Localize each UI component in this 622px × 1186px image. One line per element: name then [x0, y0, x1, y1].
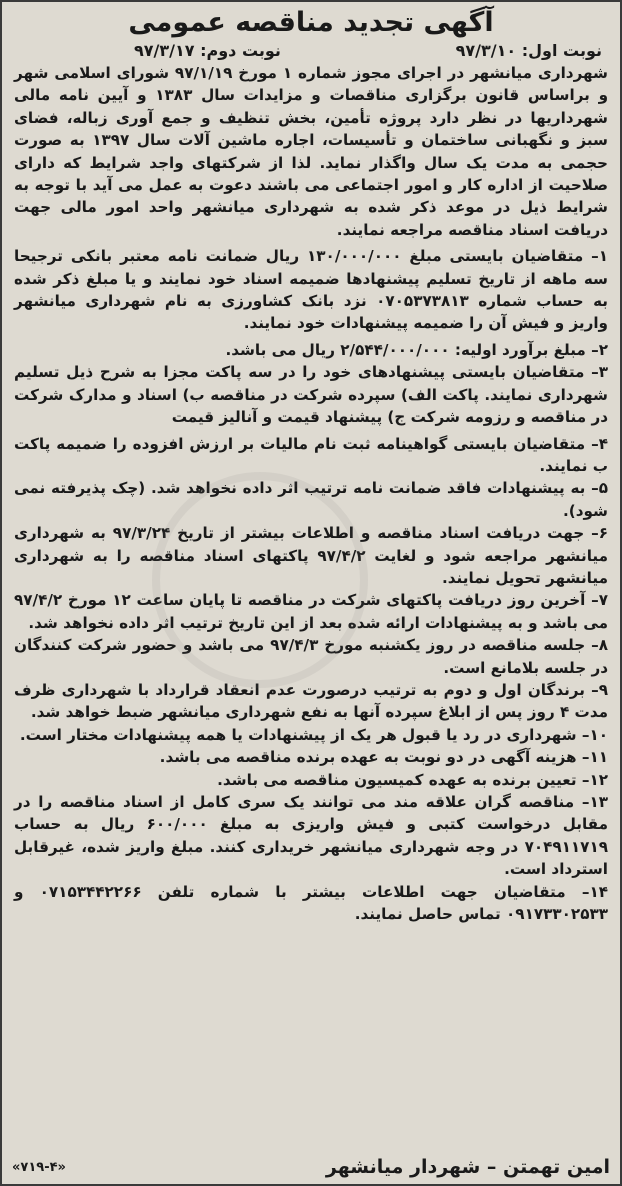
condition-item-4: ۴– متقاضیان بایستی گواهینامه ثبت نام مالیات بر ارزش افزوده را ضمیمه پاکت ب نمایند.: [14, 434, 608, 475]
notice-title: آگهی تجدید مناقصه عمومی: [128, 7, 494, 38]
condition-item-5: ۵– به پیشنهادات فاقد ضمانت نامه ترتیب اثر داده نخواهد شد. (چک پذیرفته نمی شود).: [14, 479, 608, 520]
second-round: نوبت دوم: ۹۷/۳/۱۷: [134, 41, 281, 60]
condition-item-8: ۸– جلسه مناقصه در روز یکشنبه مورخ ۹۷/۴/۳ می باشد و حضور شرکت کنندگان در جلسه بلامانع است.: [14, 636, 608, 677]
notice-code: «۷۱۹-۴»: [12, 1159, 66, 1175]
condition-item-3: ۳– متقاضیان بایستی پیشنهادهای خود را در سه پاکت مجزا به شرح ذیل تسلیم شهرداری نمایند. پاکت الف) سپرده شرکت در مناقصه ب) اسناد و مدارک شرکت در مناقصه و رزومه شرکت ج) پیشنهاد قیمت و آنالیز قیمت: [14, 363, 608, 427]
condition-item-2: ۲– مبلغ برآورد اولیه: ۲/۵۴۴/۰۰۰/۰۰۰ ریال می باشد.: [225, 340, 608, 359]
condition-item-1: ۱– متقاضیان بایستی مبلغ ۱۳۰/۰۰۰/۰۰۰ ریال ضمانت نامه معتبر بانکی ترجیحا سه ماهه از تاریخ تسلیم پیشنهادها ضمیمه اسناد خود نمایند و یا مبلغ ذکر شده به حساب شماره ۰۷۰۵۳۷۳۸۱۳ نزد بانک کشاورزی به نام شهرداری میانشهر واریز و فیش آن را ضمیمه پیشنهادات خود نمایند.: [14, 247, 609, 333]
signature: امین تهمتن – شهردار میانشهر: [325, 1156, 610, 1178]
condition-item-9: ۹– برندگان اول و دوم به ترتیب درصورت عدم انعقاد قرارداد با شهرداری ظرف مدت ۴ روز پس از ابلاغ سپرده آنها به نفع شهرداری میانشهر ضبط خواهد شد.: [14, 680, 608, 722]
condition-item-12: ۱۲– تعیین برنده به عهده کمیسیون مناقصه می باشد.: [217, 770, 608, 789]
intro-paragraph: شهرداری میانشهر در اجرای مجوز شماره ۱ مورخ ۹۷/۱/۱۹ شورای اسلامی شهر و براساس قانون برگزاری مناقصات و مزایدات سال ۱۳۸۳ و آیین نامه مالی شهرداریها در نظر دارد پروژه تأمین، بخش تنظیف و جمع آوری زباله، فضای سبز و نگهبانی ساختمان و تأسیسات، اجاره ماشین آلات سال ۱۳۹۷ به صورت حجمی به مدت یک سال واگذار نماید. لذا از شرکتهای واجد شرایط که دارای صلاحیت از اداره کار و امور اجتماعی می باشند دعوت به عمل می آید با توجه به شرایط ذیل در موعد ذکر شده به شهرداری میانشهر واحد امور مالی جهت دریافت اسناد مناقصه مراجعه نمایند.: [14, 64, 609, 239]
condition-item-6: ۶– جهت دریافت اسناد مناقصه و اطلاعات بیشتر از تاریخ ۹۷/۳/۲۴ به شهرداری میانشهر مراجعه شود و لغایت ۹۷/۴/۲ پاکتهای اسناد مناقصه را به شهرداری میانشهر تحویل نمایند.: [14, 524, 608, 587]
condition-item-7: ۷– آخرین روز دریافت پاکتهای شرکت در مناقصه تا پایان ساعت ۱۲ مورخ ۹۷/۴/۲ می باشد و به پیشنهادات ارائه شده بعد از این تاریخ ترتیب اثر داده نخواهد شد.: [14, 591, 608, 632]
condition-item-14: ۱۴– متقاضیان جهت اطلاعات بیشتر با شماره تلفن ۰۷۱۵۳۴۴۲۲۶۶ و ۰۹۱۷۳۳۰۲۵۳۳ تماس حاصل نمایند.: [14, 882, 608, 924]
condition-item-11: ۱۱– هزینه آگهی در دو نوبت به عهده برنده مناقصه می باشد.: [159, 748, 608, 767]
first-round: نوبت اول: ۹۷/۳/۱۰: [455, 41, 602, 60]
condition-item-10: ۱۰– شهرداری در رد یا قبول هر یک از پیشنهادات یا همه پیشنهادات مختار است.: [19, 725, 608, 744]
condition-item-13: ۱۳– مناقصه گران علاقه مند می توانند یک سری کامل از اسناد مناقصه را در مقابل درخواست کتبی و فیش واریزی به مبلغ ۶۰۰/۰۰۰ ریال به حساب ۷۰۴۹۱۱۷۱۹ در وجه شهرداری میانشهر خریداری کنند. مبلغ واریز شده، غیرقابل استرداد است.: [14, 793, 608, 879]
publication-rounds: [14, 40, 608, 62]
notice-footer: [12, 1156, 610, 1178]
